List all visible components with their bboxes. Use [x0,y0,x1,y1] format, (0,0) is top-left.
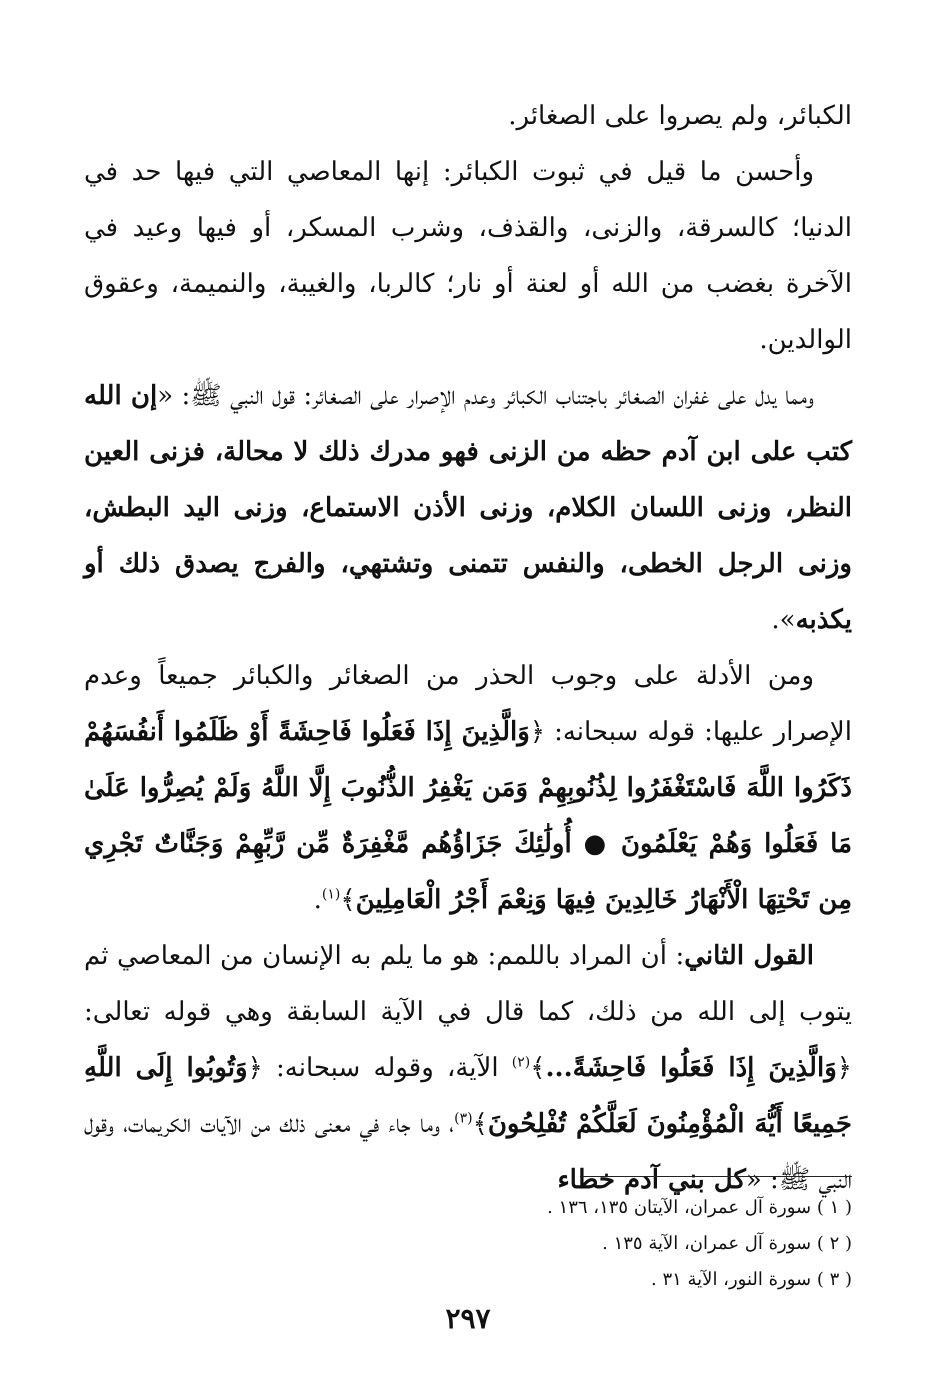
paragraph-4-intro: ومن الأدلة على وجوب الحذر من الصغائر والكبائر جميعاً وعدم الإصرار عليها: قوله سبحانه: ﴿ [84,661,852,747]
paragraph-3-intro: ومما يدل على غفران الصغائر باجتناب الكبائر وعدم الإصرار على الصغائر: قول النبي ﷺ: « [157,381,814,411]
quran-verse-nur: وَتُوبُوا إِلَى اللَّهِ جَمِيعًا أَيُّهَ الْمُؤْمِنُونَ لَعَلَّكُمْ تُفْلِحُونَ [84,1053,853,1139]
quran-verse-short: وَالَّذِينَ إِذَا فَعَلُوا فَاحِشَةً... [545,1053,837,1083]
footnote-3: ( ٣ ) سورة النور، الآية ٣١ . [651,1269,852,1290]
quran-verse: وَالَّذِينَ إِذَا فَعَلُوا فَاحِشَةً أَوْ ظَلَمُوا أَنفُسَهُمْ ذَكَرُوا اللَّهَ فَاسْتَغْفَرُوا لِذُنُوبِهِمْ وَمَن يَغْفِرُ الذُّنُوبَ إِلَّا اللَّهُ وَلَمْ يُصِرُّوا عَلَىٰ مَا فَعَلُوا وَهُمْ يَعْلَمُونَ ● أُولَٰئِكَ جَزَاؤُهُم مَّغْفِرَةٌ مِّن رَّبِّهِمْ وَجَنَّاتٌ تَجْرِي مِن تَحْتِهَا الْأَنْهَارُ خَالِدِينَ فِيهَا وَنِعْمَ أَجْرُ الْعَامِلِينَ [84,717,852,915]
paragraph-1-text: الكبائر، ولم يصروا على الصغائر. [508,101,852,131]
paragraph-2-text: وأحسن ما قيل في ثبوت الكبائر: إنها المعاصي التي فيها حد في الدنيا؛ كالسرقة، والزنى، والقذف، وشرب المسكر، أو فيها وعيد في الآخرة بغضب من الله أو لعنة أو نار؛ كالربا، والغيبة، والنميمة، وعقوق الوالدين. [84,157,852,355]
paragraph-5 [84,928,852,1208]
verse-close-bracket: ﴾ [530,1053,546,1083]
paragraph-1 [84,88,852,144]
hadith-quote: إن الله كتب على ابن آدم حظه من الزنى فهو مدرك ذلك لا محالة، فزنى العين النظر، وزنى اللسان الكلام، وزنى الأذن الاستماع، وزنى اليد البطش، وزنى الرجل الخطى، والنفس تتمنى وتشتهي، والفرج يصدق ذلك أو يكذبه [84,381,852,635]
main-text [84,88,852,1208]
page-number: ٢٩٧ [445,1302,491,1335]
paragraph-5-part-b: الآية، وقوله سبحانه: ﴿ [247,1053,512,1083]
paragraph-3 [84,368,852,648]
footnote-separator [580,1176,852,1177]
footnote-1: ( ١ ) سورة آل عمران، الآيتان ١٣٥، ١٣٦ . [547,1197,852,1218]
verse-close-bracket: ﴾ [340,885,356,915]
paragraph-4 [84,648,852,928]
footnote-ref-2: (٢) [511,1054,531,1071]
footnote-ref-3: (٣) [454,1110,473,1127]
hadith-quote-2: كل بني آدم خطاء [557,1165,746,1195]
footnote-2: ( ٢ ) سورة آل عمران، الآية ١٣٥ . [602,1233,852,1254]
paragraph-5-part-a: : أن المراد باللمم: هو ما يلم به الإنسان من المعاصي ثم يتوب إلى الله من ذلك، كما قال في الآية السابقة وهي قوله تعالى: ﴿ [84,941,852,1083]
paragraph-2 [84,144,852,368]
paragraph-5-part-c: ، وما جاء في معنى ذلك من الآيات الكريمات، وقول النبي ﷺ: « [84,1109,852,1195]
footnote-ref-1: (١) [321,886,341,903]
verse-close-bracket: ﴾ [472,1109,488,1139]
footnotes [400,1190,852,1298]
paragraph-3-end: ». [771,605,796,635]
paragraph-4-end: . [313,885,322,915]
second-opinion-heading: القول الثاني [684,941,814,971]
